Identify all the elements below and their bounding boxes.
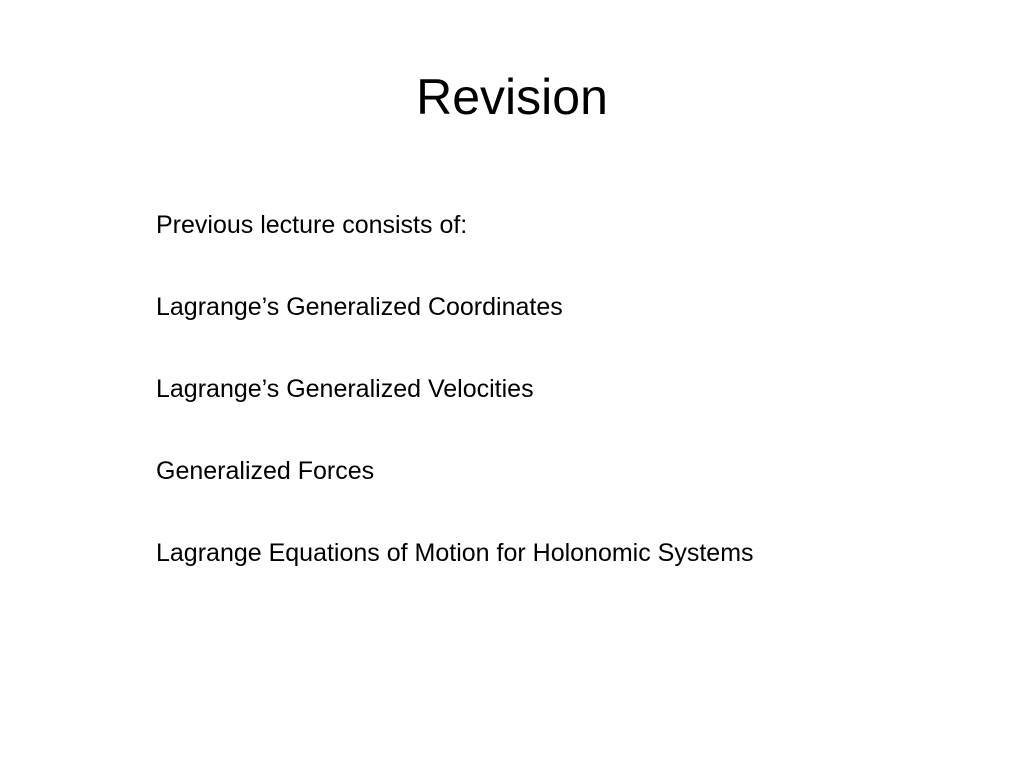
slide-body (156, 205, 976, 615)
intro-text: Previous lecture consists of: (156, 211, 468, 239)
slide-title: Revision (416, 69, 608, 125)
list-item: Generalized Forces (156, 457, 375, 485)
list-item: Lagrange’s Generalized Coordinates (156, 293, 563, 321)
list-item: Lagrange’s Generalized Velocities (156, 375, 534, 403)
list-item: Lagrange Equations of Motion for Holonomic Systems (156, 539, 754, 567)
